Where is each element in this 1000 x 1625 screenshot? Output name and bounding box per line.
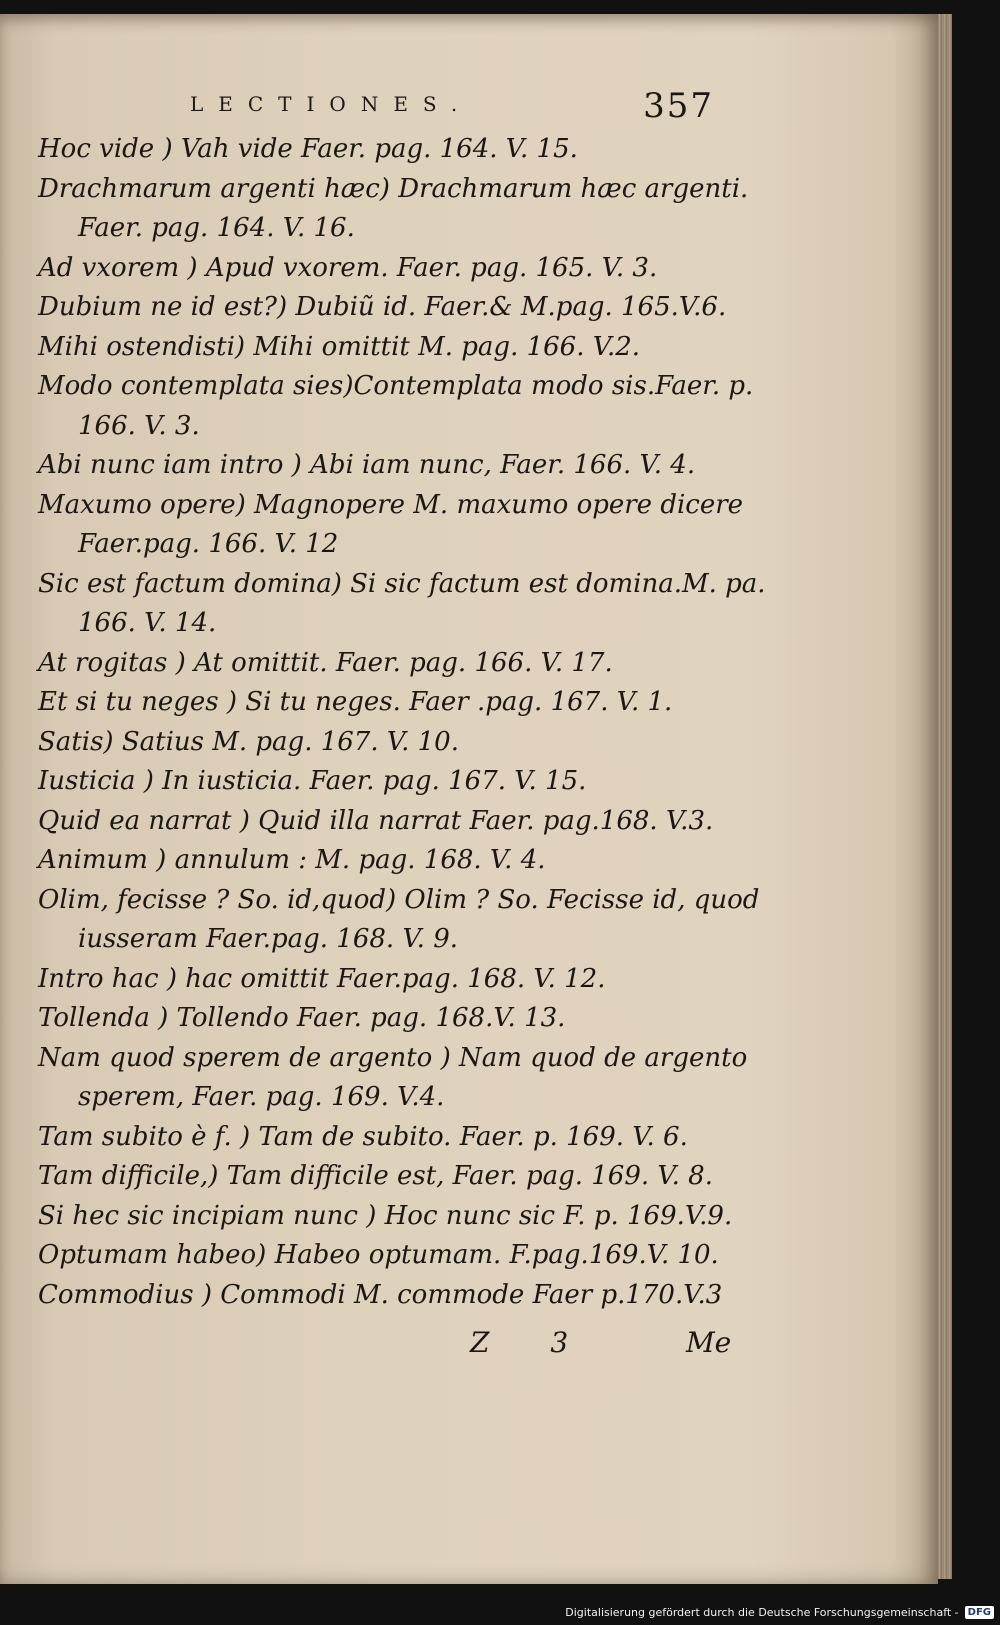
- entry-line: Satis) Satius M. pag. 167. V. 10.: [38, 726, 459, 757]
- collation-entry: [38, 999, 738, 1039]
- collation-entry: [38, 644, 738, 684]
- entry-line: Tam subito è f. ) Tam de subito. Faer. p. 169. V. 6.: [38, 1121, 688, 1152]
- collation-list: [38, 130, 766, 1315]
- collation-entry: [38, 1236, 738, 1276]
- collation-entry: [38, 249, 738, 289]
- funding-credit: [565, 1601, 994, 1623]
- entry-continuation-line: 166. V. 3.: [78, 410, 200, 441]
- entry-line: Sic est factum domina) Si sic factum est domina.M. pa.: [38, 568, 766, 599]
- collation-entry: [38, 1197, 738, 1237]
- running-title: LECTIONES.: [190, 92, 473, 116]
- entry-continuation-line: 166. V. 14.: [78, 608, 217, 638]
- collation-entry: [38, 446, 738, 486]
- entry-line: Drachmarum argenti hæc) Drachmarum hæc argenti.: [38, 173, 749, 204]
- catchword: Me: [686, 1326, 732, 1359]
- entry-continuation-line: Faer.pag. 166. V. 12: [78, 529, 339, 559]
- entry-line: Commodius ) Commodi M. commode Faer p.170.V.3: [38, 1279, 723, 1310]
- collation-entry: [38, 1157, 738, 1197]
- entry-line: Olim, fecisse ? So. id,quod) Olim ? So. Fecisse id, quod: [38, 884, 760, 915]
- collation-entry: [38, 288, 738, 328]
- entry-line: Nam quod sperem de argento ) Nam quod de argento: [38, 1042, 748, 1073]
- collation-entry: [38, 960, 738, 1000]
- entry-line: Hoc vide ) Vah vide Faer. pag. 164. V. 15.: [38, 134, 578, 164]
- entry-line: Abi nunc iam intro ) Abi iam nunc, Faer. 166. V. 4.: [38, 450, 696, 480]
- entry-line: Et si tu neges ) Si tu neges. Faer .pag. 167. V. 1.: [38, 687, 673, 717]
- entry-line: Quid ea narrat ) Quid illa narrat Faer. pag.168. V.3.: [38, 805, 714, 836]
- page-edge: [938, 14, 952, 1579]
- signature-mark: Z 3: [470, 1326, 595, 1359]
- entry-line: Dubium ne id est?) Dubiũ id. Faer.& M.pag. 165.V.6.: [38, 292, 727, 322]
- credit-text: Digitalisierung gefördert durch die Deutsche Forschungsgemeinschaft -: [565, 1605, 959, 1619]
- collation-entry: [38, 723, 738, 763]
- collation-entry: [38, 802, 738, 842]
- collation-entry: [38, 486, 744, 565]
- entry-line: Animum ) annulum : M. pag. 168. V. 4.: [38, 845, 546, 875]
- collation-entry: [38, 881, 760, 960]
- entry-line: Optumam habeo) Habeo optumam. F.pag.169.V. 10.: [38, 1240, 719, 1270]
- collation-entry: [38, 565, 766, 644]
- entry-line: Iusticia ) In iusticia. Faer. pag. 167. V. 15.: [38, 766, 587, 796]
- entry-line: Modo contemplata sies)Contemplata modo sis.Faer. p.: [38, 371, 754, 401]
- collation-entry: [38, 683, 738, 723]
- entry-line: Tam difficile,) Tam difficile est, Faer. pag. 169. V. 8.: [38, 1161, 713, 1191]
- running-head: [190, 86, 720, 130]
- collation-entry: [38, 367, 754, 446]
- collation-entry: [38, 170, 749, 249]
- collation-entry: [38, 841, 738, 881]
- collation-entry: [38, 762, 738, 802]
- entry-line: At rogitas ) At omittit. Faer. pag. 166. V. 17.: [38, 647, 613, 678]
- entry-continuation-line: sperem, Faer. pag. 169. V.4.: [78, 1082, 445, 1112]
- entry-line: Tollenda ) Tollendo Faer. pag. 168.V. 13.: [38, 1003, 566, 1033]
- collation-entry: [38, 1118, 738, 1158]
- collation-entry: [38, 130, 738, 170]
- entry-continuation-line: Faer. pag. 164. V. 16.: [78, 213, 355, 243]
- collation-entry: [38, 1039, 748, 1118]
- book-page: [0, 14, 938, 1584]
- entry-continuation-line: iusseram Faer.pag. 168. V. 9.: [78, 924, 459, 954]
- entry-line: Mihi ostendisti) Mihi omittit M. pag. 166. V.2.: [38, 331, 641, 362]
- entry-line: Ad vxorem ) Apud vxorem. Faer. pag. 165. V. 3.: [38, 252, 658, 283]
- entry-line: Si hec sic incipiam nunc ) Hoc nunc sic F. p. 169.V.9.: [38, 1200, 733, 1231]
- entry-line: Intro hac ) hac omittit Faer.pag. 168. V. 12.: [38, 963, 606, 994]
- entry-line: Maxumo opere) Magnopere M. maxumo opere dicere: [38, 489, 744, 520]
- page-number: 357: [643, 86, 714, 126]
- collation-entry: [38, 1276, 738, 1316]
- dfg-logo-badge: DFG: [965, 1606, 994, 1619]
- collation-entry: [38, 328, 738, 368]
